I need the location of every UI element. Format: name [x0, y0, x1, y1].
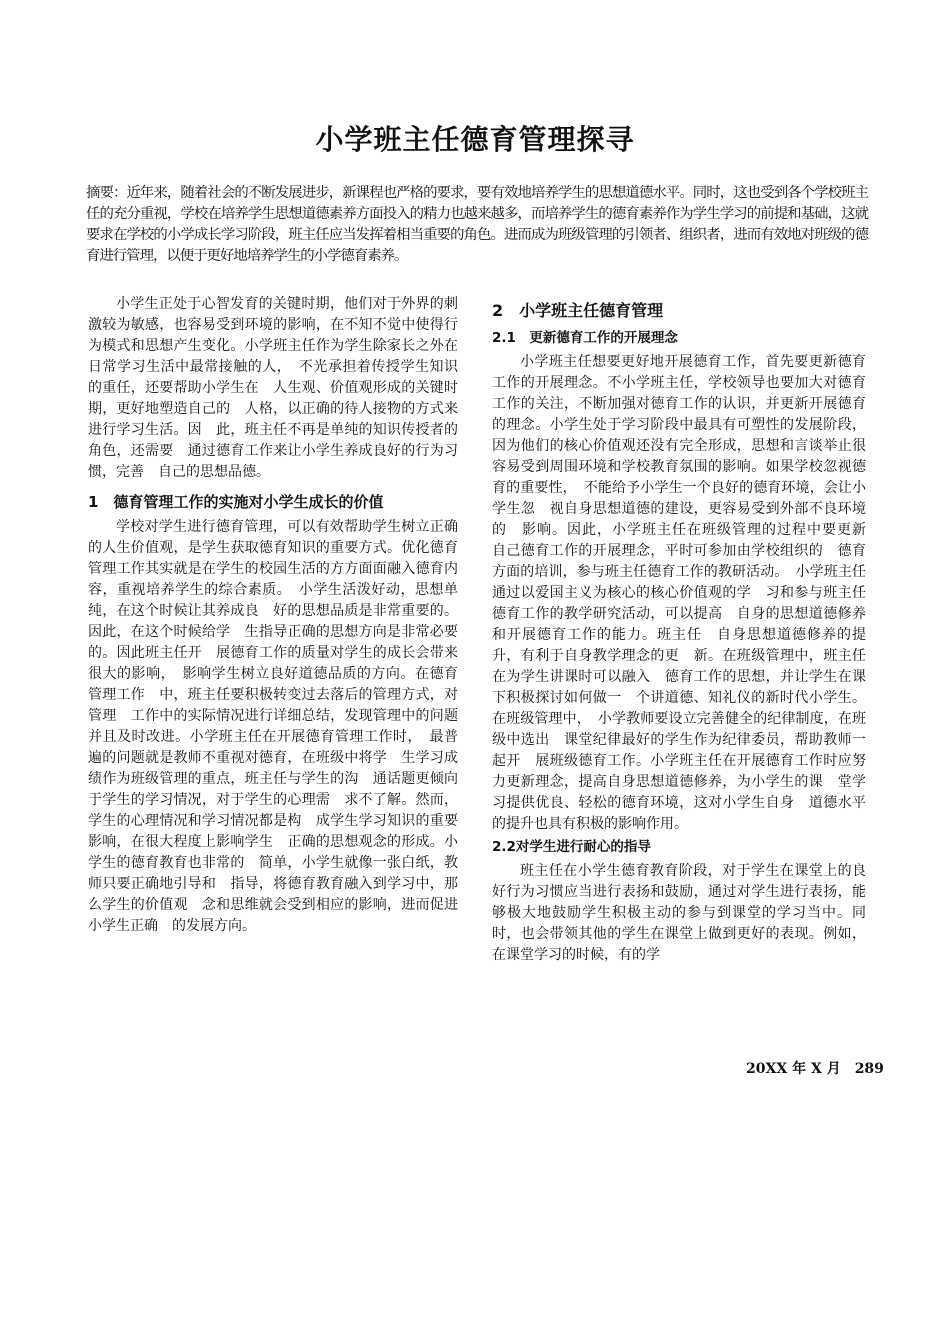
- subsection21-paragraph: 小学班主任想要更好地开展德育工作，首先要更新德育工作的开展理念。不小学班主任，学校领导也要加大对德育工作的关注，不断加强对德育工作的认识，并更新开展德育的理念。小学生处于学习阶段中最具有可塑性的发展阶段，因为他们的核心价值观还没有完全形成，思想和言谈举止很容易受到周围环境和学校教育氛围的影响。如果学校忽视德育的重要性， 不能给予小学生一个良好的德育环境，会让小学生忽 视自身思想道德的建设，更容易受到外部不良环境的 影响。因此，小学班主任在班级管理的过程中要更新 自己德育工作的开展理念，平时可参加由学校组织的 德育方面的培训，参与班主任德育工作的教研活动。 小学班主任通过以爱国主义为核心的核心价值观的学 习和参与班主任德育工作的教学研究活动，可以提高 自身的思想道德修养和开展德育工作的能力。班主任 自身思想道德修养的提升，有利于自身教学理念的更 新。在班级管理中，班主任在为学生讲课时可以融入 德育工作的思想，并让学生在课下积极探讨如何做一 个讲道德、知礼仪的新时代小学生。在班级管理中， 小学教师要设立完善健全的纪律制度，在班级中选出 课堂纪律最好的学生作为纪律委员，帮助教师一起开 展班级德育工作。小学班主任在开展德育工作时应努 力更新理念，提高自身思想道德修养，为小学生的课 堂学习提供优良、轻松的德育环境，这对小学生自身 道德水平的提升也具有积极的影响作用。: [492, 354, 880, 832]
- section1-paragraph: 学校对学生进行德育管理，可以有效帮助学生树立正确的人生价值观，是学生获取德育知识的重要方式。优化德育管理工作其实就是在学生的校园生活的方方面面融入德育内容，重视培养学生的综合素质。 小学生活泼好动，思想单纯，在这个时候让其养成良 好的思想品质是非常重要的。因此，在这个时候给学 生指导正确的思想方向是非常必要的。因此班主任开 展德育工作的质量对学生的成长会带来很大的影响， 影响学生树立良好道德品质的方向。在德育管理工作 中，班主任要积极转变过去落后的管理方式，对管理 工作中的实际情况进行详细总结，发现管理中的问题 并且及时改进。小学班主任在开展德育管理工作时， 最普遍的问题就是教师不重视对德育，在班级中将学 生学习成绩作为班级管理的重点，班主任与学生的沟 通话题更倾向于学生的学习情况，对于学生的心理需 求不了解。然而，学生的心理情况和学习情况都是构 成学生学习知识的重要影响，在很大程度上影响学生 正确的思想观念的形成。小学生的德育教育也非常的 简单，小学生就像一张白纸，教师只要正确地引导和 指导，将德育教育融入到学习中，那么学生的价值观 念和思维就会受到相应的影响，进而促进小学生正确 的发展方向。: [88, 519, 472, 934]
- subsection21-heading: 2.1 更新德育工作的开展理念: [492, 330, 678, 346]
- abstract: 摘要：近年来，随着社会的不断发展进步，新课程也严格的要求，要有效地培养学生的思想道德水平。同时，这也受到各个学校班主任的充分重视，学校在培养学生思想道德素养方面投入的精力也越来越多，而培养学生的德育素养作为学生学习的前提和基础，这就要求在学校的小学成长学习阶段，班主任应当发挥着相当重要的角色。进而成为班级管理的引领者、组织者，进而有效地对班级的德育进行管理，以便于更好地培养学生的小学德育素养。: [86, 185, 868, 264]
- intro-paragraph: 小学生正处于心智发育的关键时期，他们对于外界的刺激较为敏感，也容易受到环境的影响，在不知不觉中使得行为模式和思想产生变化。小学班主任作为学生除家长之外在日常学习生活中最常接触的人， 不光承担着传授学生知识的重任，还要帮助小学生在 人生观、价值观形成的关键时期，更好地塑造自己的 人格，以正确的待人接物的方式来进行学习生活。因 此，班主任不再是单纯的知识传授者的角色，还需要 通过德育工作来让小学生养成良好的行为习惯，完善 自己的思想品德。: [88, 296, 458, 480]
- subsection22-heading: 2.2对学生进行耐心的指导: [492, 839, 651, 855]
- section2-heading: 2 小学班主任德育管理: [492, 301, 664, 320]
- page-title: 小学班主任德育管理探寻: [315, 123, 635, 156]
- right-column: [492, 300, 880, 966]
- page-footer: 20XX 年 X 月 289: [746, 1061, 884, 1077]
- left-column: [88, 294, 472, 937]
- section1-heading: 1 德育管理工作的实施对小学生成长的价值: [88, 493, 384, 511]
- subsection22-paragraph: 班主任在小学生德育教育阶段，对于学生在课堂上的良好行为习惯应当进行表扬和鼓励，通过对学生进行表扬，能够极大地鼓励学生积极主动的参与到课堂的学习当中。同时，也会带领其他的学生在课堂上做到更好的表现。例如，在课堂学习的时候，有的学: [492, 863, 866, 963]
